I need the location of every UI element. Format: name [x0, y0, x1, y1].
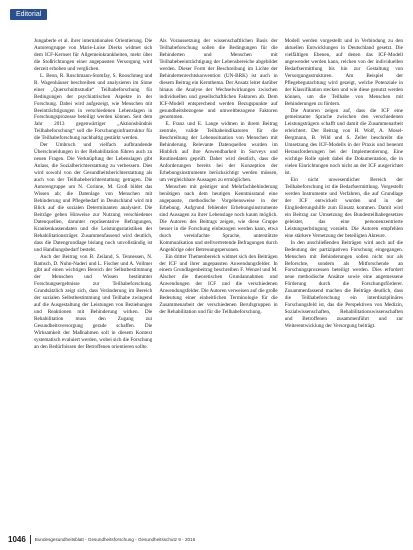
paragraph: Auch der Beitrag von B. Zeiland, S. Tennessen, N. Ramsch, D. Nuhn-Naderi und L. Fischer und A. Vollmer gibt auf einen wichtigen Bereich der Selbstbestimmung der Menschen und Wissen bestimmter Forschungsergebnisse zur Teilhabeforschung. Grundsätzlich zeigt sich, dass Veränderung im Bereich der sozialen Selbstbestimmung und Teilhabe zwingend auf die Ausgestaltung der Leistungen von Beziehungen und Reaktionen mit Behinderung wirken. Die Rehabilitation muss den Zugang zur Gesundheitsversorgung gerade schaffen. Die Wirksamkeit der Maßnahmen soll in diesem Kontext systematisch evaluiert werden, wobei sich die Forschung an den Bedürfnissen der Betroffenen orientieren sollte. [34, 253, 153, 350]
article-body [34, 38, 403, 530]
footer-divider [30, 535, 31, 544]
paragraph: Als Voraussetzung der wissenschaftlichen Basis der Teilhabeforschung sollen die Bedingungen für die Behinderten und Menschen mit Teilhabebeeinträchtigung der Lebensbereiche abgebildet werden. Dieser Form der Beschreibung im Lichte der Behindertenrechtskonvention (UN-BRK) ist auch in diesem Beitrag ein Kernthema. Der Ansatz leitet darüber hinaus die Analyse der Wechselwirkungen zwischen individuellen und gesellschaftlichen Faktoren ab. Dem ICF-Modell entsprechend werden Bezugspunkte auf gesundheitsbezogene und umweltbezogene Faktoren genommen. [159, 38, 278, 121]
text-column-1 [34, 38, 152, 530]
page-number: 1046 [8, 535, 26, 544]
paragraph: Ein dritter Themenbereich widmet sich den Beiträgen der ICF und ihrer angepassten Anwendungsfelder. In einem Grundlagenbeitrag beschreiben F. Wenzel und M. Alscher die theoretischen Grundannahmen und Anwendungen der ICF und die verschiedenen Anwendungsfelder. Die Autoren verweisen auf die große Bedeutung einer einheitlichen Terminologie für die Zusammenarbeit der verschiedenen Berufsgruppen in der Rehabilitation und für die Teilhabeforschung. [159, 253, 278, 316]
paragraph: In den anschließenden Beiträgen wird auch auf die Bedeutung der partizipativen Forschung eingegangen. Menschen mit Behinderungen sollen nicht nur als Beforschte, sondern als Mitforschende an Forschungsprozessen beteiligt werden. Dies erfordert neue methodische Ansätze sowie eine angemessene Förderung durch die Forschungsförderer. Zusammenfassend machen die Beiträge deutlich, dass die Teilhabeforschung ein interdisziplinäres Forschungsfeld ist, das die Perspektiven von Medizin, Sozialwissenschaften, Rehabilitationswissenschaften und Betroffenen zusammenführt und zur Weiterentwicklung der Versorgung beiträgt. [284, 239, 403, 330]
paragraph: Modell werden vorgestellt und in Verbindung zu den aktuellen Entwicklungen in Deutschland gesetzt. Die vielfältigen Ebenen, auf denen das ICF-Modell angewendet werden kann, reichen von der individuellen Bedarfsermittlung bis hin zur Gestaltung von Versorgungsstrukturen. Am Beispiel der Pflegebegutachtung wird gezeigt, welche Potenziale in der Klassifikation stecken und wie diese genutzt werden können, um die Teilhabe von Menschen mit Behinderungen zu fördern. [284, 38, 403, 107]
paragraph: Die Autoren zeigen auf, dass die ICF eine gemeinsame Sprache zwischen den verschiedenen Leistungsträgern schafft und damit die Zusammenarbeit erleichtert. Der Beitrag von H. Wolf, A. Mosel-Bergmann, B. Wild und S. Zeller beschreibt die Umsetzung des ICF-Modells in der Praxis und benennt Herausforderungen bei der Implementierung. Eine wichtige Rolle spielt dabei die Dokumentation, die in vielen Einrichtungen noch nicht an der ICF ausgerichtet ist. [284, 107, 403, 177]
text-column-2 [159, 38, 277, 530]
paragraph: Menschen mit geistiger und Mehrfachbehinderung benötigen nach dem heutigen Kenntnisstand eine angepasste, methodische Vorgehensweise in der Erhebung. Aufgrund fehlender Erhebungsinstrumente sind Aussagen zu ihrer Lebenslage noch kaum möglich. Die Autoren des Beitrags zeigen, wie diese Gruppe besser in die Forschung einbezogen werden kann, etwa durch vereinfachte Sprache, unterstützte Kommunikation und stellvertretende Befragungen durch Angehörige oder Betreuungspersonen. [159, 184, 278, 253]
paragraph: Jungaberle et al. ihrer internationalen Orientierung. Die Autorengruppe von Marie-Luise Dierks widmet sich dem ICF-Kernset für Allgemeinkrankheiten, mehr über die Stoßrichtungen einer angepassten Versorgung wird derzeit erhoben und verglichen. [34, 38, 153, 72]
section-tag: Editorial [10, 9, 47, 20]
paragraph: L. Beun, R. Ruschmann-Stomfay, S. Rooschmeg und R. Wagenhäuser beschreiben und analysieren im Sinne einer „Querschnittsstudie“ Teilhabeforschung für Bedingungen der psychiatrischen Aspekte in der Forschung. Dabei wird aufgezeigt, wie Menschen mit Beeinträchtigungen in verschiedenen Lebenslagen in Forschungsprozesse beteiligt werden können. Seit dem Jahr 2013 gegenwärtiger „Aktionsbündnis Teilhabeforschung“ soll die Forschungsinfrastruktur für die Teilhabeforschung nachhaltig gestärkt werden. [34, 72, 153, 142]
paragraph: Der Umbruch und vielfach aufbrandende Überschneidungen in der Rehabilitation führen auch zu neuen Fragen. Die Verknüpfung der Lebenslagen gibt Anlass, die Sozialberichterstattung zu verbessern. Dies wird sowohl von der Gesundheitsberichterstattung als auch von der Teilhabeberichterstattung getragen. Die Autorengruppe um N. Corinne, M. Groß bildet das Wissen ab; die Datenlage von Menschen mit Behinderung und Pflegebedarf in Deutschland wird mit Blick auf die sozialen Determinanten analysiert. Die Beiträge geben Hinweise zur Nutzung verschiedener Datenquellen, darunter repräsentative Befragungen, Krankenkassendaten und die Leistungsstatistiken der Rehabilitationsträger. Zusammenfassend wird deutlich, dass die Datengrundlage bislang noch unvollständig ist und Handlungsbedarf besteht. [34, 142, 153, 253]
text-column-3 [285, 38, 403, 530]
journal-citation: Bundesgesundheitsblatt - Gesundheitsforschung - Gesundheitsschutz 9 · 2016 [34, 537, 196, 542]
paragraph: Ein nicht unwesentlicher Bereich der Teilhabeforschung ist die Bedarfsermittlung. Vorgestellt werden Instrumente und Verfahren, die auf Grundlage der ICF entwickelt wurden und in der Eingliederungshilfe zum Einsatz kommen. Damit wird ein Beitrag zur Umsetzung des Bundesteilhabegesetzes geleistet, das eine personenzentrierte Leistungserbringung vorsieht. Die Autoren empfehlen eine stärkere Vernetzung der beteiligten Akteure. [284, 177, 403, 239]
paragraph: E. Franz und E. Lange widmen in ihrem Beitrag zentrale, valide Teilhabeindikatoren für die Beschreibung der Lebenssituation von Menschen mit Behinderung. Relevante Datenquellen wurden im Hinblick auf ihre Anwendbarkeit in Surveys und Routinedaten geprüft. Daher wird deutlich, dass die Anforderungen bereits bei der Konzeption der Erhebungsinstrumente berücksichtigt werden müssen, um vergleichbare Aussagen zu ermöglichen. [159, 121, 278, 184]
page-footer [8, 535, 195, 544]
